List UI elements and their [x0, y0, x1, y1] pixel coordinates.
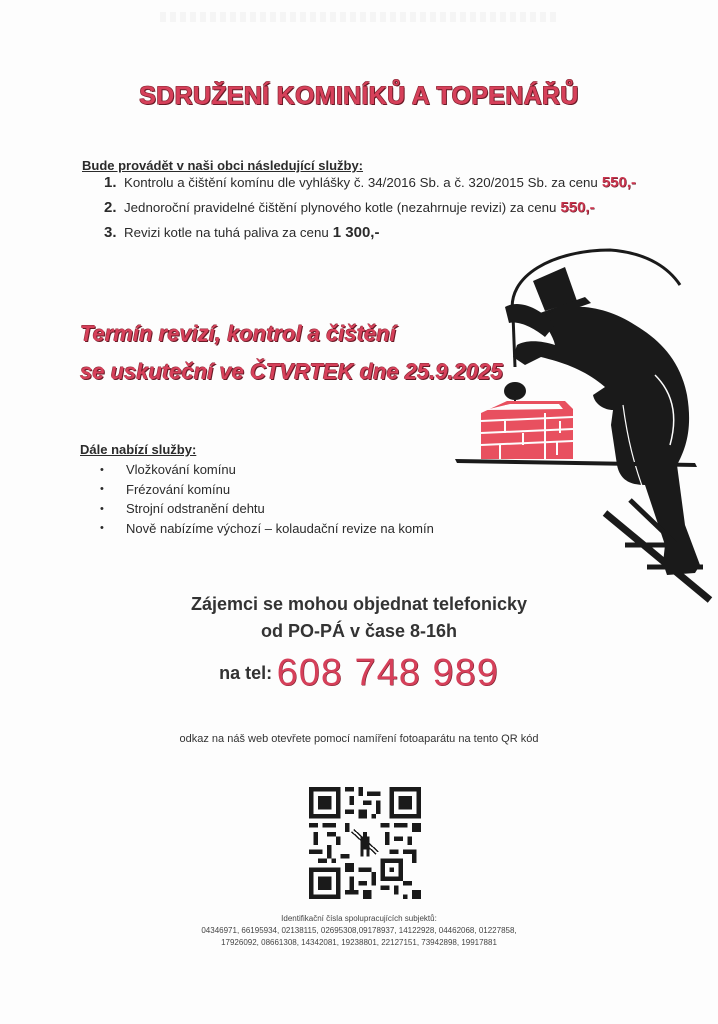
chimney-sweep-illustration	[445, 245, 718, 605]
schedule-line-1: Termín revizí, kontrol a čištění	[80, 321, 396, 346]
service-text: Kontrolu a čištění komínu dle vyhlášky č. 34/2016 Sb. a č. 320/2015 Sb. za cenu	[124, 175, 598, 190]
phone-line	[0, 652, 718, 695]
phone-number[interactable]: 608 748 989	[276, 652, 499, 694]
page-title: SDRUŽENÍ KOMINÍKŮ A TOPENÁŘŮ	[139, 82, 579, 110]
schedule-announcement	[80, 315, 503, 391]
contact-line-1: Zájemci se mohou objednat telefonicky	[190, 594, 528, 614]
extras-item-label: Nově nabízíme výchozí – kolaudační revize na komín	[126, 520, 434, 536]
bullet-icon: •	[100, 463, 104, 476]
service-number: 2.	[104, 199, 117, 216]
service-number: 1.	[104, 174, 117, 191]
bullet-icon: •	[100, 502, 104, 515]
extras-item	[100, 480, 434, 500]
service-number: 3.	[104, 224, 117, 241]
service-item	[104, 199, 636, 224]
services-list	[104, 174, 636, 249]
schedule-line-2: se uskuteční ve ČTVRTEK dne 25.9.2025	[80, 359, 503, 384]
contact-line-2: od PO-PÁ v čase 8-16h	[260, 621, 458, 641]
service-item	[104, 174, 636, 199]
service-text: Revizi kotle na tuhá paliva za cenu	[124, 225, 329, 240]
service-price: 550,-	[601, 174, 637, 191]
extras-item-label: Frézování komínu	[126, 481, 231, 497]
extras-item-label: Strojní odstranění dehtu	[126, 501, 265, 517]
service-text: Jednoroční pravidelné čištění plynového kotle (nezahrnuje revizi) za cenu	[124, 200, 557, 215]
qr-caption: odkaz na náš web otevřete pomocí namíření fotoaparátu na tento QR kód	[179, 733, 539, 745]
extras-item	[100, 460, 434, 480]
phone-prefix: na tel:	[219, 663, 273, 683]
services-heading: Bude provádět v naši obci následující služby:	[82, 158, 364, 173]
extras-item-label: Vložkování komínu	[126, 462, 236, 478]
service-price: 550,-	[560, 199, 595, 216]
extras-item	[100, 519, 434, 539]
chimney-icon	[481, 401, 573, 459]
scan-artifact	[160, 12, 560, 22]
partner-ids-heading: Identifikační čísla spolupracujících subjektů:	[281, 914, 437, 923]
service-price: 1 300,-	[332, 224, 380, 241]
extras-heading: Dále nabízí služby:	[80, 442, 197, 457]
partner-ids-line-2: 17926092, 08661308, 14342081, 19238801, 22127151, 73942898, 19917881	[221, 938, 497, 947]
partner-ids	[0, 913, 718, 949]
partner-ids-line-1: 04346971, 66195934, 02138115, 02695308,09178937, 14122928, 04462068, 01227858,	[201, 926, 517, 935]
bullet-icon: •	[100, 522, 104, 535]
extras-list	[100, 460, 434, 538]
extras-item	[100, 499, 434, 519]
qr-code-icon[interactable]	[309, 787, 421, 899]
bullet-icon: •	[100, 483, 104, 496]
